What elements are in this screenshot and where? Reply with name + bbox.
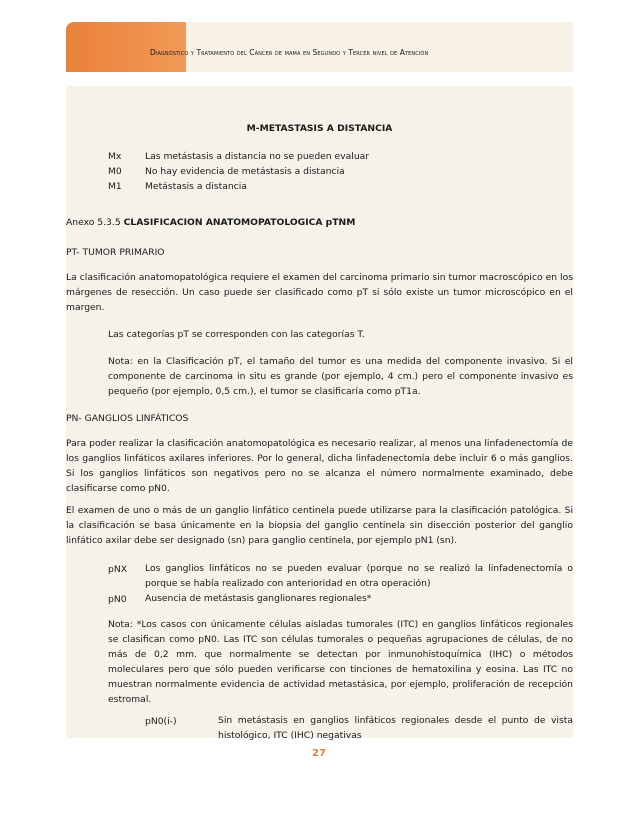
page-number: 27 [312,748,326,759]
pn-desc-pn0: Ausencia de metástasis ganglionares regionales* [145,593,372,604]
pt-heading: PT- TUMOR PRIMARIO [66,247,165,258]
metastasis-code-m1: M1 [108,181,122,192]
pn-code-pn0: pN0 [108,594,127,605]
metastasis-desc-mx: Las metástasis a distancia no se pueden evaluar [145,151,370,162]
pn-heading: PN- GANGLIOS LINFÁTICOS [66,413,189,424]
metastasis-desc-m0: No hay evidencia de metástasis a distancia [145,166,345,177]
pn-sub-desc: Sin metástasis en ganglios linfáticos regionales desde el punto de vista histológico, ITC (IHC) negativas [218,715,573,741]
metastasis-desc-m1: Metástasis a distancia [145,181,247,192]
pn-paragraph-2: El examen de uno o más de un ganglio linfático centinela puede utilizarse para la clasificación patológica. Si la clasificación se basa únicamente en la biopsia del ganglio centinela sin disección posterior del ganglio linfático axilar debe ser designado (sn) para ganglio centinela, por ejemplo pN1 (sn). [66,505,573,546]
annex-heading [66,215,573,230]
pn-code-pnx: pNX [108,564,127,575]
metastasis-heading: M-METASTASIS A DISTANCIA [246,123,393,134]
pt-note: Nota: en la Clasificación pT, el tamaño del tumor es una medida del componente invasivo. Si el componente de carcinoma in situ es grande (por ejemplo, 4 cm.) pero el componente invasivo es pequeño (por ejemplo, 0,5 cm.), el tumor se clasificaría como pT1a. [108,356,573,397]
pn-desc-pnx: Los ganglios linfáticos no se pueden evaluar (porque no se realizó la linfadenectomía o porque se había realizado con anterioridad en otra operación) [145,563,573,589]
pn-note: Nota: *Los casos con únicamente células aisladas tumorales (ITC) en ganglios linfáticos regionales se clasifican como pN0. Las ITC son células tumorales o pequeñas agrupaciones de células, de no más de 0,2 mm. que normalmente se detectan por inmunohistoquímica (IHC) o métodos moleculares pero que sólo pueden verificarse con tinciones de hematoxilina y eosina. Las ITC no muestran normalmente evidencia de actividad metastásica, por ejemplo, proliferación de recepción estromal. [108,619,573,705]
pt-paragraph-2: Las categorías pT se corresponden con las categorías T. [108,329,365,340]
annex-title: CLASIFICACION ANATOMOPATOLOGICA pTNM [123,217,356,228]
header-title: Diagnóstico y Tratamiento del Cáncer de mama en Segundo y Tercer nivel de Atención [150,48,429,57]
pn-paragraph-1: Para poder realizar la clasificación anatomopatológica es necesario realizar, al menos una linfadenectomía de los ganglios linfáticos axilares inferiores. Por lo general, dicha linfadenectomía debe incluir 6 o más ganglios. Si los ganglios linfáticos son negativos pero no se alcanza el número normalmente examinado, debe clasificarse como pN0. [66,438,573,494]
metastasis-code-m0: M0 [108,166,122,177]
pn-sub-code: pN0(i-) [145,716,177,727]
annex-prefix: Anexo 5.3.5 [66,217,121,228]
pt-paragraph-1: La clasificación anatomopatológica requiere el examen del carcinoma primario sin tumor macroscópico en los márgenes de resección. Un caso puede ser clasificado como pT si sólo existe un tumor microscópico en el margen. [66,272,573,313]
header-accent-tab [66,22,186,72]
metastasis-code-mx: Mx [108,151,122,162]
